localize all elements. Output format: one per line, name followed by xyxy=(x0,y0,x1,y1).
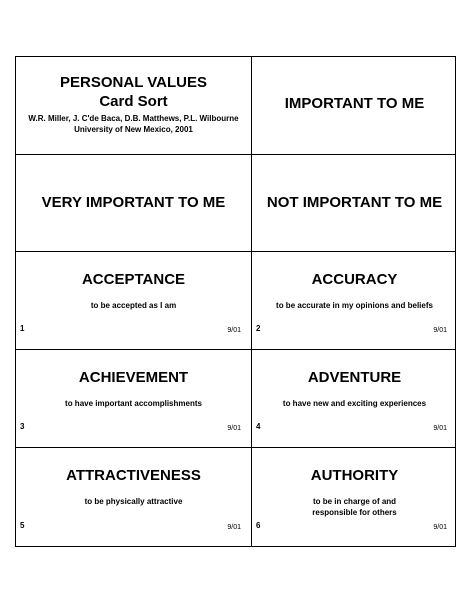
value-card xyxy=(252,252,457,349)
value-card xyxy=(252,350,457,447)
value-card-title: ACHIEVEMENT xyxy=(78,369,189,386)
value-card-title: ADVENTURE xyxy=(307,369,402,386)
value-card-number: 4 xyxy=(256,422,261,431)
institution-line: University of New Mexico, 2001 xyxy=(74,125,193,134)
value-card-number: 6 xyxy=(256,521,261,530)
value-card-number: 5 xyxy=(20,521,25,530)
value-card-title: ACCEPTANCE xyxy=(81,271,186,288)
value-card xyxy=(252,448,457,546)
value-card-title: ATTRACTIVENESS xyxy=(66,467,201,484)
value-card xyxy=(16,448,251,546)
value-card-description: to have new and exciting experiences xyxy=(282,399,427,408)
very-important-label: VERY IMPORTANT TO ME xyxy=(41,194,226,211)
important-card xyxy=(252,57,457,154)
value-card-description: to be physically attractive xyxy=(84,497,183,506)
value-card-date: 9/01 xyxy=(433,425,447,432)
value-card-date: 9/01 xyxy=(227,327,241,334)
title-card xyxy=(16,57,251,154)
very-important-card xyxy=(16,155,251,251)
value-card-date: 9/01 xyxy=(433,524,447,531)
authors-line: W.R. Miller, J. C'de Baca, D.B. Matthews, P.L. Wilbourne xyxy=(28,114,239,123)
not-important-card xyxy=(252,155,457,251)
not-important-label: NOT IMPORTANT TO ME xyxy=(266,194,443,211)
value-card-title: AUTHORITY xyxy=(310,467,399,484)
value-card-description: to be in charge of and responsible for others xyxy=(312,497,397,517)
value-card-number: 2 xyxy=(256,324,261,333)
value-card-date: 9/01 xyxy=(433,327,447,334)
value-card-description: to be accurate in my opinions and beliefs xyxy=(276,301,433,310)
value-card-description: to have important accomplishments xyxy=(65,399,202,408)
value-card-title: ACCURACY xyxy=(311,271,398,288)
value-card-date: 9/01 xyxy=(227,425,241,432)
card-sort-subtitle: Card Sort xyxy=(99,93,168,110)
value-card-date: 9/01 xyxy=(227,524,241,531)
value-card-number: 3 xyxy=(20,422,25,431)
value-card-description: to be accepted as I am xyxy=(90,301,177,310)
important-label: IMPORTANT TO ME xyxy=(284,95,425,112)
value-card xyxy=(16,350,251,447)
card-sheet xyxy=(15,56,456,547)
card-sort-title: PERSONAL VALUES xyxy=(60,74,207,91)
value-card xyxy=(16,252,251,349)
value-card-number: 1 xyxy=(20,324,25,333)
